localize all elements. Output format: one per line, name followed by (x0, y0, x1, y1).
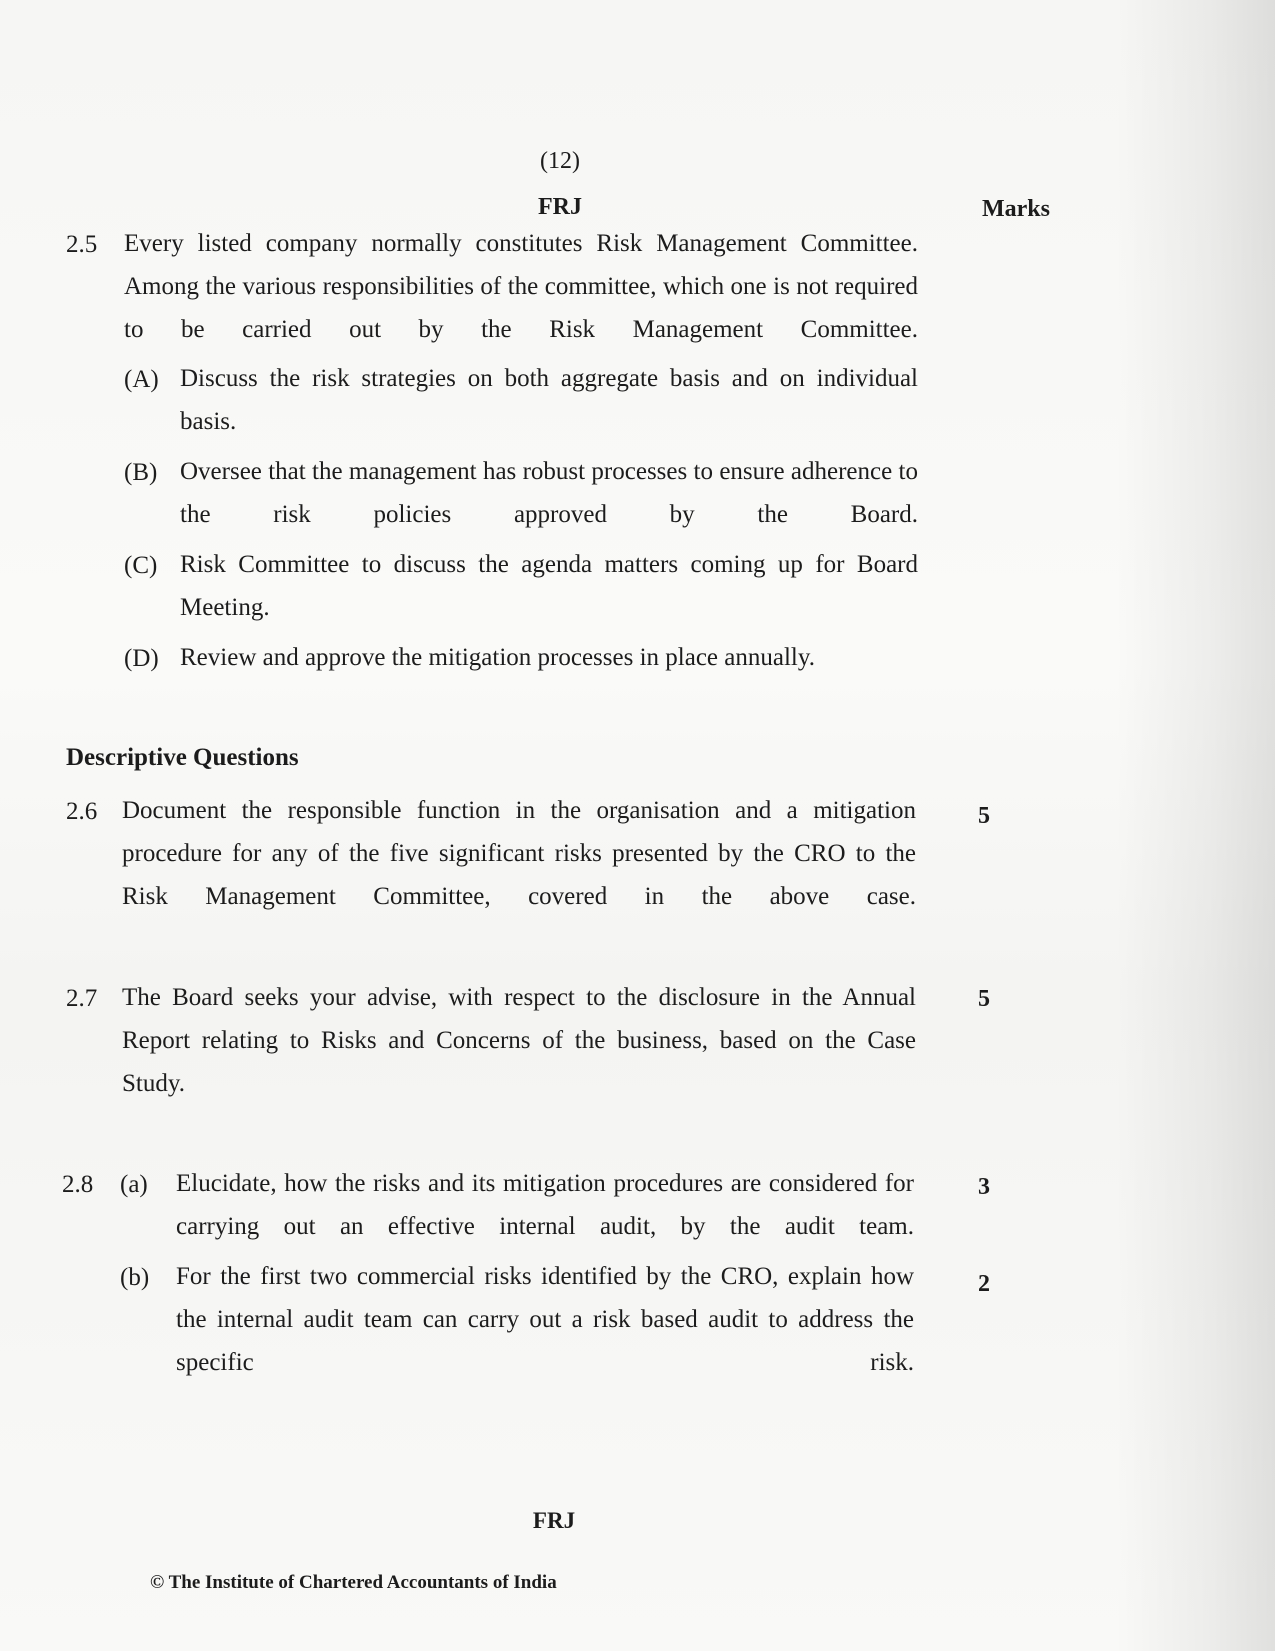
question-number-2-8: 2.8 (62, 1171, 94, 1198)
question-2-8-part-marks-b: 2 (978, 1271, 990, 1297)
question-2-7-text: The Board seeks your advise, with respect to the disclosure in the Annual Report relating to Risks and Concerns of the business, based on the Case Study. (122, 984, 916, 1097)
option-label-a: (A) (124, 366, 159, 393)
paper-code-header: FRJ (538, 194, 582, 220)
question-2-8-part-text-b: For the first two commercial risks identified by the CRO, explain how the internal audit team can carry out a risk based audit to address the specific risk. (176, 1263, 914, 1376)
option-text-d: Review and approve the mitigation processes in place annually. (180, 644, 815, 671)
marks-column-heading: Marks (982, 196, 1050, 222)
question-2-6-text: Document the responsible function in the organisation and a mitigation procedure for any of the five significant risks presented by the CRO to the Risk Management Committee, covered in the above case. (122, 797, 916, 910)
section-heading-descriptive: Descriptive Questions (66, 744, 299, 771)
question-2-6-marks: 5 (978, 803, 990, 829)
page-edge-shadow (1115, 0, 1275, 1651)
question-2-8-part-marks-a: 3 (978, 1174, 990, 1200)
question-2-8-part-label-a: (a) (120, 1171, 148, 1198)
option-text-a: Discuss the risk strategies on both aggregate basis and on individual basis. (180, 365, 918, 435)
question-2-7-marks: 5 (978, 986, 990, 1012)
question-2-5-stem: Every listed company normally constitutes Risk Management Committee. Among the various responsibilities of the committee, which one is not required to be carried out by the Risk Management Committee. (124, 230, 918, 343)
question-2-8-part-text-a: Elucidate, how the risks and its mitigation procedures are considered for carrying out an effective internal audit, by the audit team. (176, 1170, 914, 1240)
question-number-2-6: 2.6 (66, 798, 98, 825)
option-label-c: (C) (124, 552, 158, 579)
option-label-b: (B) (124, 459, 158, 486)
copyright-notice: © The Institute of Chartered Accountants of India (150, 1572, 557, 1593)
option-text-b: Oversee that the management has robust processes to ensure adherence to the risk policies approved by the Board. (180, 458, 918, 528)
question-2-8-part-label-b: (b) (120, 1264, 150, 1291)
option-text-c: Risk Committee to discuss the agenda matters coming up for Board Meeting. (180, 551, 918, 621)
option-label-d: (D) (124, 645, 159, 672)
question-number-2-7: 2.7 (66, 985, 98, 1012)
question-number-2-5: 2.5 (66, 231, 98, 258)
page-number: (12) (540, 148, 580, 174)
paper-code-footer: FRJ (532, 1508, 576, 1533)
